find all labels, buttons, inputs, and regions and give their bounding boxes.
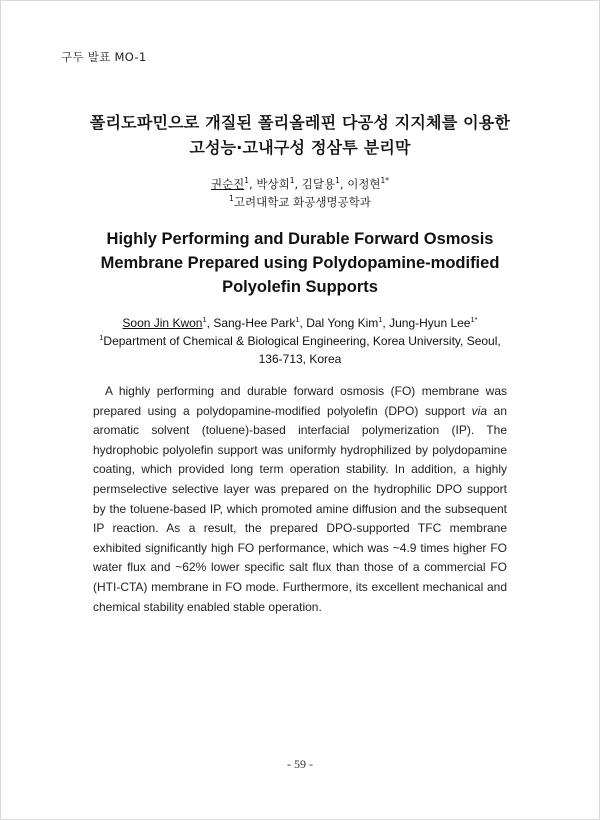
abstract-part-1: A highly performing and durable forward osmosis (FO) membrane was prepared using a polydopamine-modified polyolefin (DPO) support bbox=[93, 384, 507, 418]
korean-author-name: 이정현 bbox=[347, 177, 381, 191]
english-title-line-2: Membrane Prepared using Polydopamine-modified bbox=[100, 254, 500, 272]
korean-affiliation-sup: 1 bbox=[229, 194, 234, 203]
korean-affiliation-text: 고려대학교 화공생명공학과 bbox=[233, 195, 371, 209]
korean-title bbox=[0, 110, 600, 160]
english-author-name: Sang-Hee Park bbox=[213, 316, 296, 330]
korean-title-line-1: 폴리도파민으로 개질된 폴리올레핀 다공성 지지체를 이용한 bbox=[89, 113, 511, 132]
abstract-part-2: an aromatic solvent (toluene)-based interfacial polymerization (IP). The hydrophobic polyolefin support was uniformly hydrophilized by polydopamine coating, which provided long term operation stability. In addition, a highly permselective selective layer was prepared on the hydrophilic DPO support by the toluene-based IP, which promoted amine diffusion and the subsequent IP reaction. As a result, the prepared DPO-supported TFC membrane exhibited significantly high FO performance, which was ~4.9 times higher FO water flux and ~62% lower specific salt flux than those of a commercial FO (HTI-CTA) membrane in FO mode. Furthermore, its excellent mechanical and chemical stability enabled stable operation. bbox=[93, 403, 508, 614]
korean-author-sup: 1 bbox=[289, 176, 295, 185]
korean-author-list: 권순진$^1$, 박상희$^1$, 김달용$^1$, 이정현$^{1*}$ bbox=[210, 176, 390, 191]
korean-author-sup: 1 bbox=[244, 176, 250, 185]
korean-author-name: 권순진 bbox=[210, 177, 245, 191]
abstract bbox=[93, 382, 507, 617]
page-number: - 59 - bbox=[287, 757, 313, 771]
english-title-line-3: Polyolefin Supports bbox=[222, 278, 378, 296]
english-author-sup: 1 bbox=[378, 315, 383, 324]
english-author-sup: 1 bbox=[295, 315, 300, 324]
english-title-line-1: Highly Performing and Durable Forward Osmosis bbox=[106, 230, 494, 248]
english-author-block bbox=[0, 314, 600, 368]
english-affiliation-line-1 bbox=[0, 332, 600, 350]
english-author-sup: 1* bbox=[470, 315, 478, 324]
english-author-name: Soon Jin Kwon bbox=[122, 316, 203, 330]
korean-author-name: 김달용 bbox=[301, 177, 336, 191]
korean-affiliation bbox=[0, 193, 600, 211]
korean-author-name: 박상희 bbox=[256, 177, 290, 191]
english-author-sup: 1 bbox=[202, 315, 207, 324]
english-affiliation-sup: 1 bbox=[99, 333, 104, 342]
english-affiliation-line-2: 136-713, Korea bbox=[258, 352, 342, 366]
abstract-italic-via: via bbox=[471, 403, 488, 418]
english-author-name: Dal Yong Kim bbox=[306, 316, 379, 330]
english-title bbox=[0, 227, 600, 299]
english-author-list: Soon Jin Kwon$^1$, Sang-Hee Park$^1$, Dal Yong Kim$^1$, Jung-Hyun Lee$^{1*}$ bbox=[122, 315, 478, 330]
english-author-name: Jung-Hyun Lee bbox=[389, 316, 471, 330]
korean-author-block bbox=[0, 175, 600, 211]
korean-author-sup: 1 bbox=[335, 176, 340, 185]
korean-author-sup: 1* bbox=[380, 176, 390, 185]
english-affiliation-text: Department of Chemical & Biological Engineering, Korea University, Seoul, bbox=[103, 334, 501, 348]
session-tag: 구두 발표 MO-1 bbox=[61, 50, 147, 64]
korean-title-line-2: 고성능·고내구성 정삼투 분리막 bbox=[189, 138, 411, 157]
